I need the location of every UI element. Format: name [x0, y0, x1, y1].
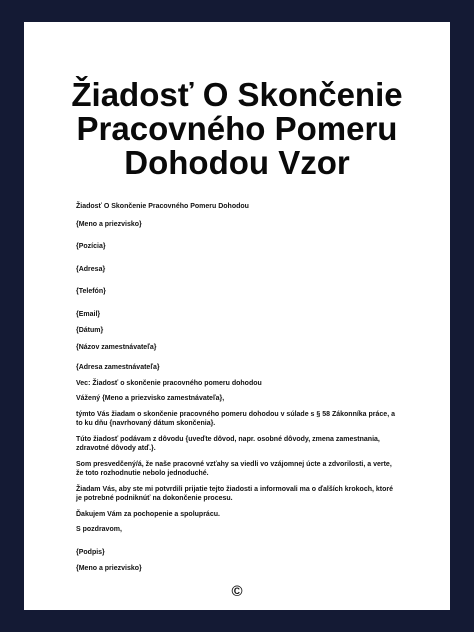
employer-address: {Adresa zamestnávateľa}	[76, 364, 160, 371]
copyright-icon: ©	[231, 583, 243, 600]
sender-name: {Meno a priezvisko}	[76, 220, 142, 228]
letter-heading: Žiadosť O Skončenie Pracovného Pomeru Dohodou	[76, 203, 249, 210]
sender-position: {Pozícia}	[76, 243, 106, 250]
paragraph-confirmation: Žiadam Vás, aby ste mi potvrdili prijatie tejto žiadosti a informovali ma o ďalších krokoch, ktoré je potrebné podniknúť na dokončenie procesu.	[76, 485, 394, 502]
employer-name: {Názov zamestnávateľa}	[76, 343, 157, 351]
paragraph-thanks: Ďakujem Vám za pochopenie a spoluprácu.	[76, 510, 220, 518]
paragraph-request: týmto Vás žiadam o skončenie pracovného pomeru dohodou v súlade s § 58 Zákonníka práce, a to ku dňu {navrhovaný dátum skončenia}.	[76, 410, 395, 427]
signature: {Podpis}	[76, 548, 105, 556]
closing: S pozdravom,	[76, 526, 122, 533]
letter-subject: Vec: Žiadosť o skončenie pracovného pomeru dohodou	[76, 379, 262, 387]
document-page	[24, 22, 450, 610]
signer-name: {Meno a priezvisko}	[76, 565, 142, 572]
sender-email: {Email}	[76, 310, 101, 318]
letter-body	[76, 202, 396, 574]
paragraph-reason: Túto žiadosť podávam z dôvodu {uveďte dôvod, napr. osobné dôvody, zmena zamestnania, zdravotné dôvody atď.}.	[76, 435, 380, 452]
title-line-2: Pracovného Pomeru	[76, 110, 398, 147]
paragraph-relationship: Som presvedčený/á, že naše pracovné vzťahy sa viedli vo vzájomnej úcte a zdvorilosti, a verte, že toto rozhodnutie nebolo jednoduché.	[76, 460, 392, 477]
sender-address: {Adresa}	[76, 265, 106, 273]
sender-phone: {Telefón}	[76, 288, 106, 295]
letter-date: {Dátum}	[76, 327, 104, 334]
title-line-1: Žiadosť O Skončenie	[71, 76, 403, 113]
title-line-3: Dohodou Vzor	[124, 144, 350, 181]
salutation: Vážený {Meno a priezvisko zamestnávateľa},	[76, 395, 225, 402]
document-title	[24, 78, 450, 180]
